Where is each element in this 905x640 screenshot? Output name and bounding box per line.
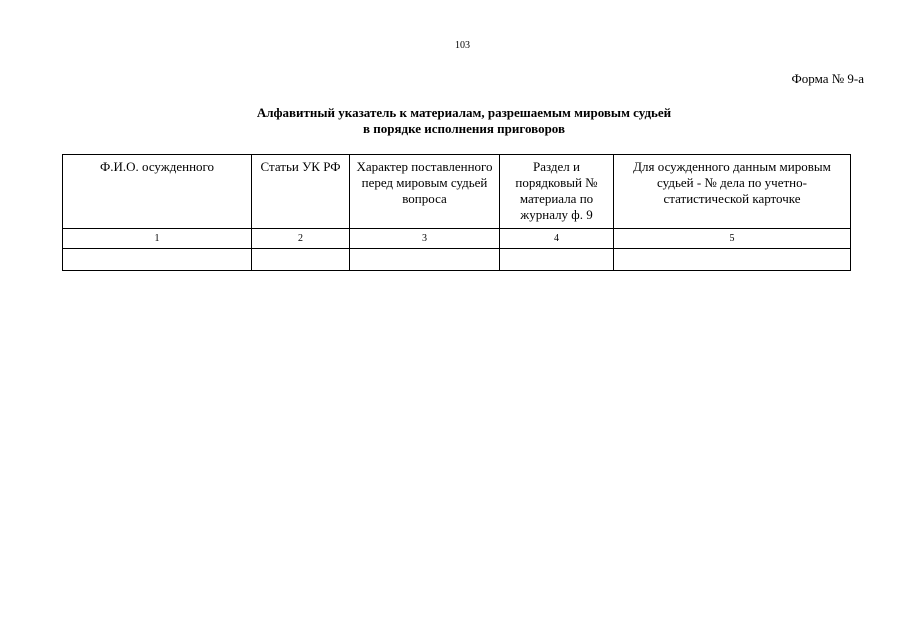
column-header-criminal-code-articles [252, 155, 350, 229]
table-row [63, 249, 851, 271]
column-number-row [63, 229, 851, 249]
register-table [62, 154, 851, 271]
table-cell [63, 249, 252, 271]
column-header-case-number [614, 155, 851, 229]
column-header-full-name [63, 155, 252, 229]
column-number: 1 [63, 229, 252, 249]
document-title-line-1: Алфавитный указатель к материалам, разрешаемым мировым судьей [256, 105, 672, 120]
column-header-question-nature-label: Характер поставленного перед мировым судьей вопроса [356, 159, 493, 206]
column-number: 3 [350, 229, 500, 249]
column-number: 5 [614, 229, 851, 249]
column-header-criminal-code-articles-label: Статьи УК РФ [260, 159, 341, 174]
page-number: 103 [455, 40, 470, 51]
form-number: Форма № 9-а [791, 71, 864, 86]
header-row [63, 155, 851, 229]
column-header-journal-section [500, 155, 614, 229]
column-header-journal-section-label: Раздел и порядковый № материала по журналу ф. 9 [515, 159, 598, 222]
table-cell [500, 249, 614, 271]
table-cell [614, 249, 851, 271]
column-header-question-nature [350, 155, 500, 229]
column-header-case-number-label: Для осужденного данным мировым судьей - № дела по учетно-статистической карточке [633, 159, 831, 206]
table-cell [350, 249, 500, 271]
column-header-full-name-label: Ф.И.О. осужденного [99, 159, 215, 174]
column-number: 2 [252, 229, 350, 249]
column-number: 4 [500, 229, 614, 249]
document-title-line-2: в порядке исполнения приговоров [362, 121, 565, 136]
document-title [0, 105, 905, 137]
table-cell [252, 249, 350, 271]
